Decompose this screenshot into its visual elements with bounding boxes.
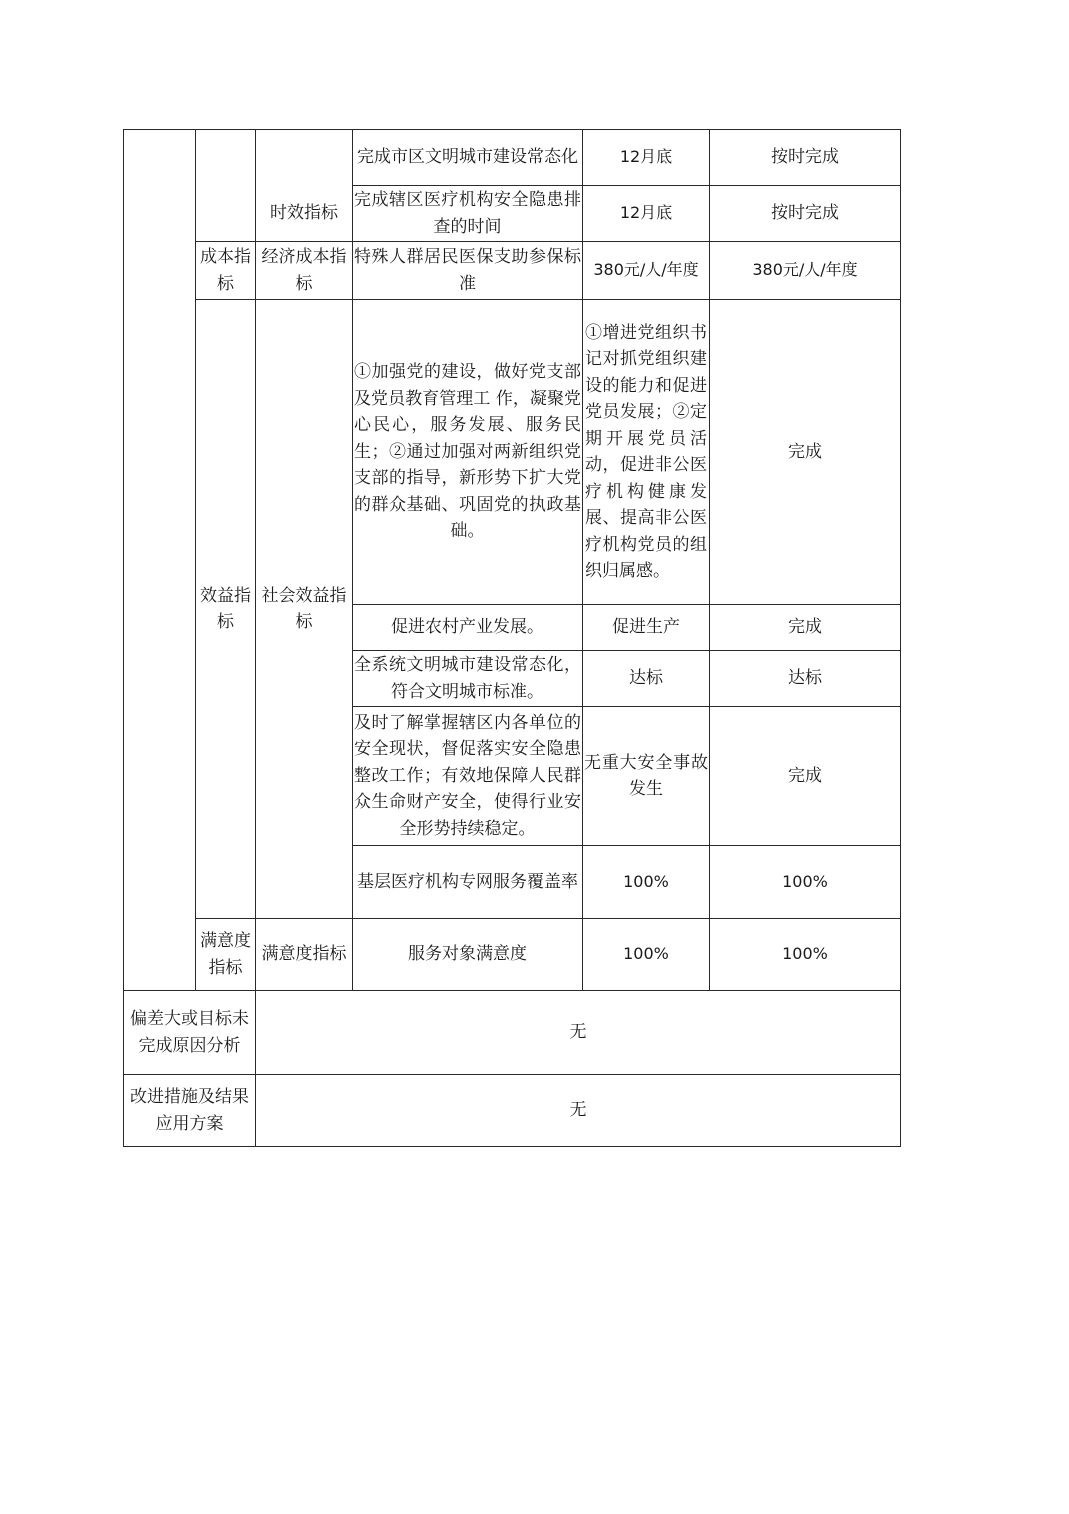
improvement-label: 改进措施及结果应用方案 — [124, 1075, 256, 1147]
sub-indicator-cell: 经济成本指标 — [256, 242, 353, 300]
blank-cell — [256, 130, 353, 186]
target-cell: 12月底 — [583, 186, 710, 242]
category-cell: 效益指标 — [196, 300, 256, 919]
table-row — [124, 1075, 901, 1147]
actual-cell: 完成 — [710, 707, 901, 846]
deviation-label: 偏差大或目标未完成原因分析 — [124, 991, 256, 1075]
actual-cell: 380元/人/年度 — [710, 242, 901, 300]
sub-indicator-cell: 社会效益指标 — [256, 300, 353, 919]
target-cell: 无重大安全事故发生 — [583, 707, 710, 846]
actual-cell: 按时完成 — [710, 186, 901, 242]
indicator-cell: 完成市区文明城市建设常态化 — [353, 130, 583, 186]
actual-cell: 完成 — [710, 300, 901, 605]
indicator-cell: 全系统文明城市建设常态化，符合文明城市标准。 — [353, 651, 583, 707]
improvement-value: 无 — [256, 1075, 901, 1147]
actual-cell: 达标 — [710, 651, 901, 707]
indicator-cell: 完成辖区医疗机构安全隐患排查的时间 — [353, 186, 583, 242]
indicator-cell: 及时了解掌握辖区内各单位的安全现状，督促落实安全隐患整改工作；有效地保障人民群众生命财产安全，使得行业安全形势持续稳定。 — [353, 707, 583, 846]
table-row — [124, 130, 901, 186]
target-cell: 达标 — [583, 651, 710, 707]
target-cell: 100% — [583, 846, 710, 919]
indicator-cell: ①加强党的建设，做好党支部及党员教育管理工 作，凝聚党心民心，服务发展、服务民生；②通过加强对两新组织党支部的指导，新形势下扩大党的群众基础、巩固党的执政基础。 — [353, 300, 583, 605]
table-row — [124, 919, 901, 991]
indicator-cell: 促进农村产业发展。 — [353, 605, 583, 651]
blank-cell — [124, 130, 196, 991]
indicator-cell: 服务对象满意度 — [353, 919, 583, 991]
indicator-cell: 特殊人群居民医保支助参保标准 — [353, 242, 583, 300]
blank-cell — [196, 130, 256, 242]
actual-cell: 100% — [710, 846, 901, 919]
actual-cell: 按时完成 — [710, 130, 901, 186]
category-cell: 满意度指标 — [196, 919, 256, 991]
sub-indicator-cell: 时效指标 — [256, 186, 353, 242]
target-cell: 100% — [583, 919, 710, 991]
table-row — [124, 300, 901, 605]
sub-indicator-cell: 满意度指标 — [256, 919, 353, 991]
table-row — [124, 242, 901, 300]
table-row — [124, 991, 901, 1075]
category-cell: 成本指标 — [196, 242, 256, 300]
actual-cell: 完成 — [710, 605, 901, 651]
target-cell: 促进生产 — [583, 605, 710, 651]
indicator-cell: 基层医疗机构专网服务覆盖率 — [353, 846, 583, 919]
target-cell: ①增进党组织书记对抓党组织建设的能力和促进党员发展；②定期开展党员活动，促进非公医疗机构健康发展、提高非公医疗机构党员的组织归属感。 — [583, 300, 710, 605]
target-cell: 12月底 — [583, 130, 710, 186]
actual-cell: 100% — [710, 919, 901, 991]
deviation-value: 无 — [256, 991, 901, 1075]
target-cell: 380元/人/年度 — [583, 242, 710, 300]
performance-indicator-table — [123, 129, 901, 1147]
